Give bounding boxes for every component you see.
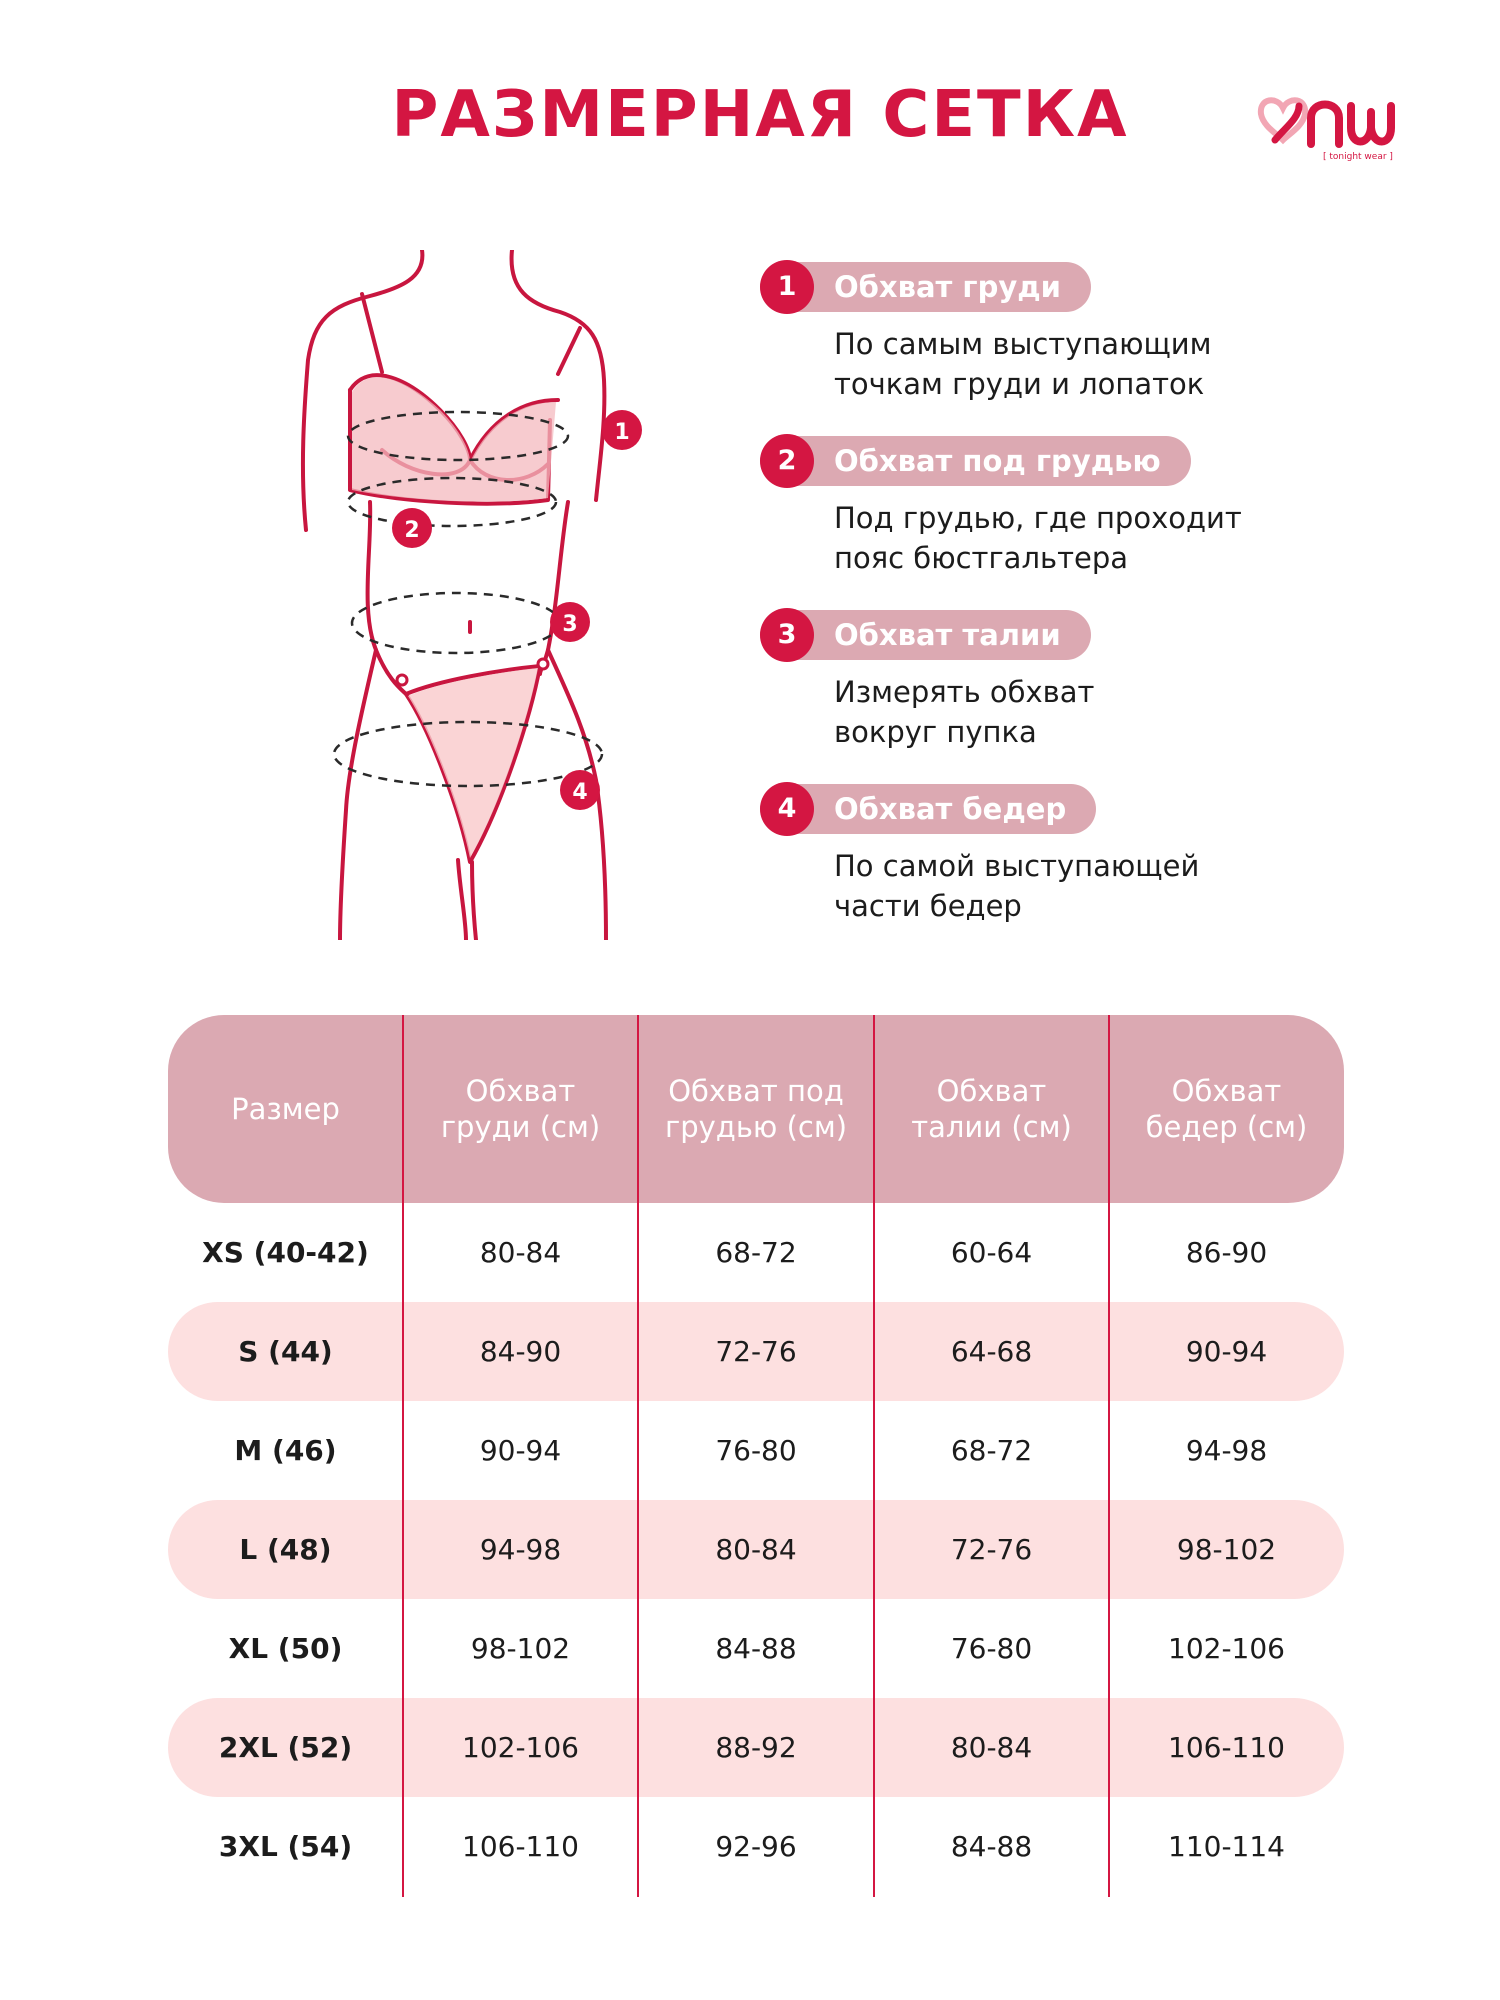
legend-desc-line: По самой выступающей bbox=[834, 849, 1200, 883]
legend-item-waist bbox=[760, 610, 1410, 784]
table-cell: 76-80 bbox=[950, 1632, 1033, 1665]
table-cell: 98-102 bbox=[470, 1632, 571, 1665]
header-waist: Обхват талии (см) bbox=[911, 1074, 1072, 1144]
legend-desc-line: По самым выступающим bbox=[834, 327, 1212, 361]
svg-text:4: 4 bbox=[572, 780, 588, 805]
column-divider bbox=[402, 1015, 404, 1897]
header-size: Размер bbox=[231, 1092, 340, 1126]
table-cell: 80-84 bbox=[715, 1533, 797, 1566]
table-row bbox=[168, 1599, 1344, 1698]
legend-label: Обхват талии bbox=[760, 610, 1091, 660]
legend-number: 1 bbox=[760, 260, 814, 314]
svg-text:1: 1 bbox=[614, 420, 630, 445]
page-title: РАЗМЕРНАЯ СЕТКА bbox=[391, 78, 1129, 152]
table-cell: XS (40-42) bbox=[202, 1236, 369, 1269]
table-row bbox=[168, 1401, 1344, 1500]
size-table bbox=[168, 1015, 1344, 1896]
legend-description bbox=[834, 498, 1394, 578]
legend-desc-line: части бедер bbox=[834, 889, 1022, 923]
table-cell: 72-76 bbox=[950, 1533, 1033, 1566]
table-row bbox=[168, 1203, 1344, 1302]
legend-number: 4 bbox=[760, 782, 814, 836]
marker-2 bbox=[392, 508, 432, 548]
legend-number: 3 bbox=[760, 608, 814, 662]
svg-text:3: 3 bbox=[562, 612, 578, 637]
header-underbust: Обхват под грудью (см) bbox=[664, 1074, 848, 1144]
table-cell: 92-96 bbox=[715, 1830, 797, 1863]
table-cell: S (44) bbox=[238, 1335, 333, 1368]
legend-desc-line: пояс бюстгальтера bbox=[834, 541, 1128, 575]
legend-label: Обхват бедер bbox=[760, 784, 1096, 834]
measurement-legend bbox=[760, 262, 1410, 958]
marker-3 bbox=[550, 602, 590, 642]
table-cell: 84-88 bbox=[950, 1830, 1033, 1863]
table-cell: 98-102 bbox=[1176, 1533, 1277, 1566]
table-cell: 106-110 bbox=[1168, 1731, 1285, 1764]
table-cell: 2XL (52) bbox=[218, 1731, 353, 1764]
body-figure-illustration bbox=[290, 250, 690, 940]
marker-4 bbox=[560, 770, 600, 810]
table-cell: 80-84 bbox=[950, 1731, 1033, 1764]
legend-label: Обхват под грудью bbox=[760, 436, 1191, 486]
legend-item-hips bbox=[760, 784, 1410, 958]
table-cell: 80-84 bbox=[479, 1236, 562, 1269]
legend-item-chest bbox=[760, 262, 1410, 436]
column-divider bbox=[873, 1015, 875, 1897]
table-cell: 68-72 bbox=[950, 1434, 1033, 1467]
table-cell: 90-94 bbox=[479, 1434, 562, 1467]
marker-1 bbox=[602, 410, 642, 450]
legend-desc-line: вокруг пупка bbox=[834, 715, 1037, 749]
svg-text:2: 2 bbox=[404, 518, 420, 543]
legend-label: Обхват груди bbox=[760, 262, 1091, 312]
legend-description bbox=[834, 672, 1394, 752]
header-chest: Обхват груди (см) bbox=[440, 1074, 601, 1144]
table-cell: 64-68 bbox=[950, 1335, 1033, 1368]
column-divider bbox=[1108, 1015, 1110, 1897]
table-cell: 94-98 bbox=[1185, 1434, 1268, 1467]
legend-number: 2 bbox=[760, 434, 814, 488]
table-cell: XL (50) bbox=[228, 1632, 343, 1665]
legend-desc-line: Измерять обхват bbox=[834, 675, 1095, 709]
legend-item-underbust bbox=[760, 436, 1410, 610]
legend-description bbox=[834, 846, 1394, 926]
table-cell: 94-98 bbox=[479, 1533, 562, 1566]
table-cell: 68-72 bbox=[715, 1236, 797, 1269]
table-row bbox=[168, 1698, 1344, 1797]
table-cell: 72-76 bbox=[715, 1335, 797, 1368]
column-divider bbox=[637, 1015, 639, 1897]
table-cell: 106-110 bbox=[462, 1830, 579, 1863]
legend-description bbox=[834, 324, 1394, 404]
table-cell: 60-64 bbox=[950, 1236, 1033, 1269]
table-header bbox=[168, 1015, 1344, 1203]
table-row bbox=[168, 1797, 1344, 1896]
table-cell: L (48) bbox=[239, 1533, 332, 1566]
brand-logo bbox=[1255, 88, 1445, 168]
heart-logo-icon bbox=[1255, 88, 1445, 158]
table-cell: 102-106 bbox=[1168, 1632, 1285, 1665]
legend-desc-line: точкам груди и лопаток bbox=[834, 367, 1205, 401]
table-cell: 84-90 bbox=[479, 1335, 562, 1368]
legend-desc-line: Под грудью, где проходит bbox=[834, 501, 1242, 535]
table-row bbox=[168, 1302, 1344, 1401]
table-cell: 76-80 bbox=[715, 1434, 797, 1467]
logo-tagline: [ tonight wear ] bbox=[1323, 152, 1393, 162]
table-cell: 90-94 bbox=[1185, 1335, 1268, 1368]
table-cell: 3XL (54) bbox=[218, 1830, 353, 1863]
table-row bbox=[168, 1500, 1344, 1599]
table-cell: 86-90 bbox=[1185, 1236, 1268, 1269]
table-cell: M (46) bbox=[234, 1434, 337, 1467]
header-hips: Обхват бедер (см) bbox=[1145, 1074, 1308, 1144]
table-cell: 102-106 bbox=[462, 1731, 579, 1764]
table-cell: 110-114 bbox=[1168, 1830, 1285, 1863]
table-cell: 88-92 bbox=[715, 1731, 797, 1764]
table-cell: 84-88 bbox=[715, 1632, 797, 1665]
